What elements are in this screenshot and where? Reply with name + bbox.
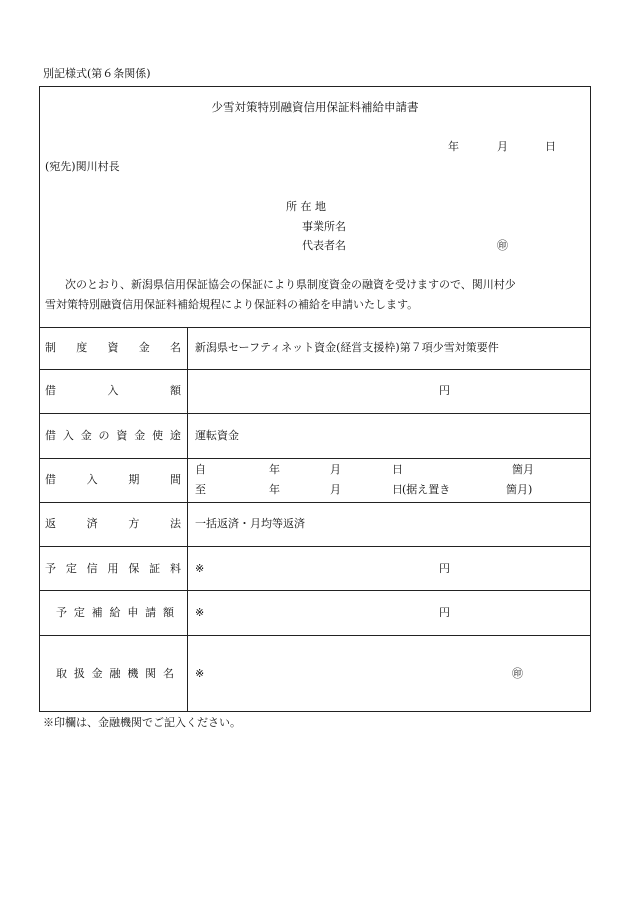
period-to: 至	[195, 483, 206, 496]
loan-period-label: 借 入 期 間	[45, 473, 181, 486]
period-from: 自	[195, 463, 206, 476]
table-divider	[39, 369, 591, 370]
representative-label: 代表者名	[302, 239, 346, 252]
subsidy-amount-label: 予 定 補 給 申 請 額	[56, 606, 174, 619]
date-day: 日	[545, 140, 556, 153]
table-divider	[39, 635, 591, 636]
table-divider	[39, 413, 591, 414]
bank-mark: ※	[195, 667, 205, 680]
fund-system-label: 制 度 資 金 名	[45, 341, 181, 354]
form-frame	[39, 86, 591, 712]
table-divider	[39, 327, 591, 328]
address-label: 所 在 地	[286, 200, 326, 213]
bank-seal-icon: ㊞	[512, 667, 523, 680]
footnote: ※印欄は、金融機関でご記入ください。	[43, 716, 241, 729]
table-divider	[39, 502, 591, 503]
period-from-day: 日	[392, 463, 403, 476]
form-title: 少雪対策特別融資信用保証料補給申請書	[211, 100, 419, 114]
guarantee-fee-mark: ※	[195, 562, 205, 575]
fund-system-value: 新潟県セーフティネット資金(経営支援枠)第７項少雪対策要件	[195, 341, 499, 354]
table-column-divider	[187, 327, 188, 712]
guarantee-fee-unit: 円	[439, 562, 450, 575]
period-grace: (据え置き	[402, 483, 451, 496]
period-to-day: 日	[392, 483, 403, 496]
fund-use-label: 借 入 金 の 資 金 使 途	[45, 429, 181, 442]
table-divider	[39, 546, 591, 547]
business-name-label: 事業所名	[302, 220, 346, 233]
table-divider	[39, 590, 591, 591]
subsidy-amount-unit: 円	[439, 606, 450, 619]
period-to-year: 年	[269, 483, 280, 496]
subsidy-amount-mark: ※	[195, 606, 205, 619]
repayment-value: 一括返済・月均等返済	[195, 517, 305, 530]
loan-amount-label: 借 入 額	[45, 384, 181, 397]
date-month: 月	[497, 140, 508, 153]
form-reference: 別記様式(第６条関係)	[43, 67, 151, 80]
guarantee-fee-label: 予 定 信 用 保 証 料	[45, 562, 181, 575]
body-text-line-2: 雪対策特別融資信用保証料補給規程により保証料の補給を申請いたします。	[45, 298, 419, 311]
period-to-month: 月	[330, 483, 341, 496]
applicant-seal-icon: ㊞	[497, 239, 508, 252]
loan-amount-unit: 円	[439, 384, 450, 397]
table-divider	[39, 458, 591, 459]
period-from-month: 月	[330, 463, 341, 476]
fund-use-value: 運転資金	[195, 429, 239, 442]
period-months: 箇月	[512, 463, 534, 476]
body-text-line-1: 次のとおり、新潟県信用保証協会の保証により県制度資金の融資を受けますので、関川村少	[65, 278, 516, 291]
date-year: 年	[448, 140, 459, 153]
addressee: (宛先)関川村長	[45, 160, 120, 173]
bank-label: 取 扱 金 融 機 関 名	[56, 667, 174, 680]
period-grace-months: 箇月)	[506, 483, 533, 496]
period-from-year: 年	[269, 463, 280, 476]
repayment-label: 返 済 方 法	[45, 517, 181, 530]
